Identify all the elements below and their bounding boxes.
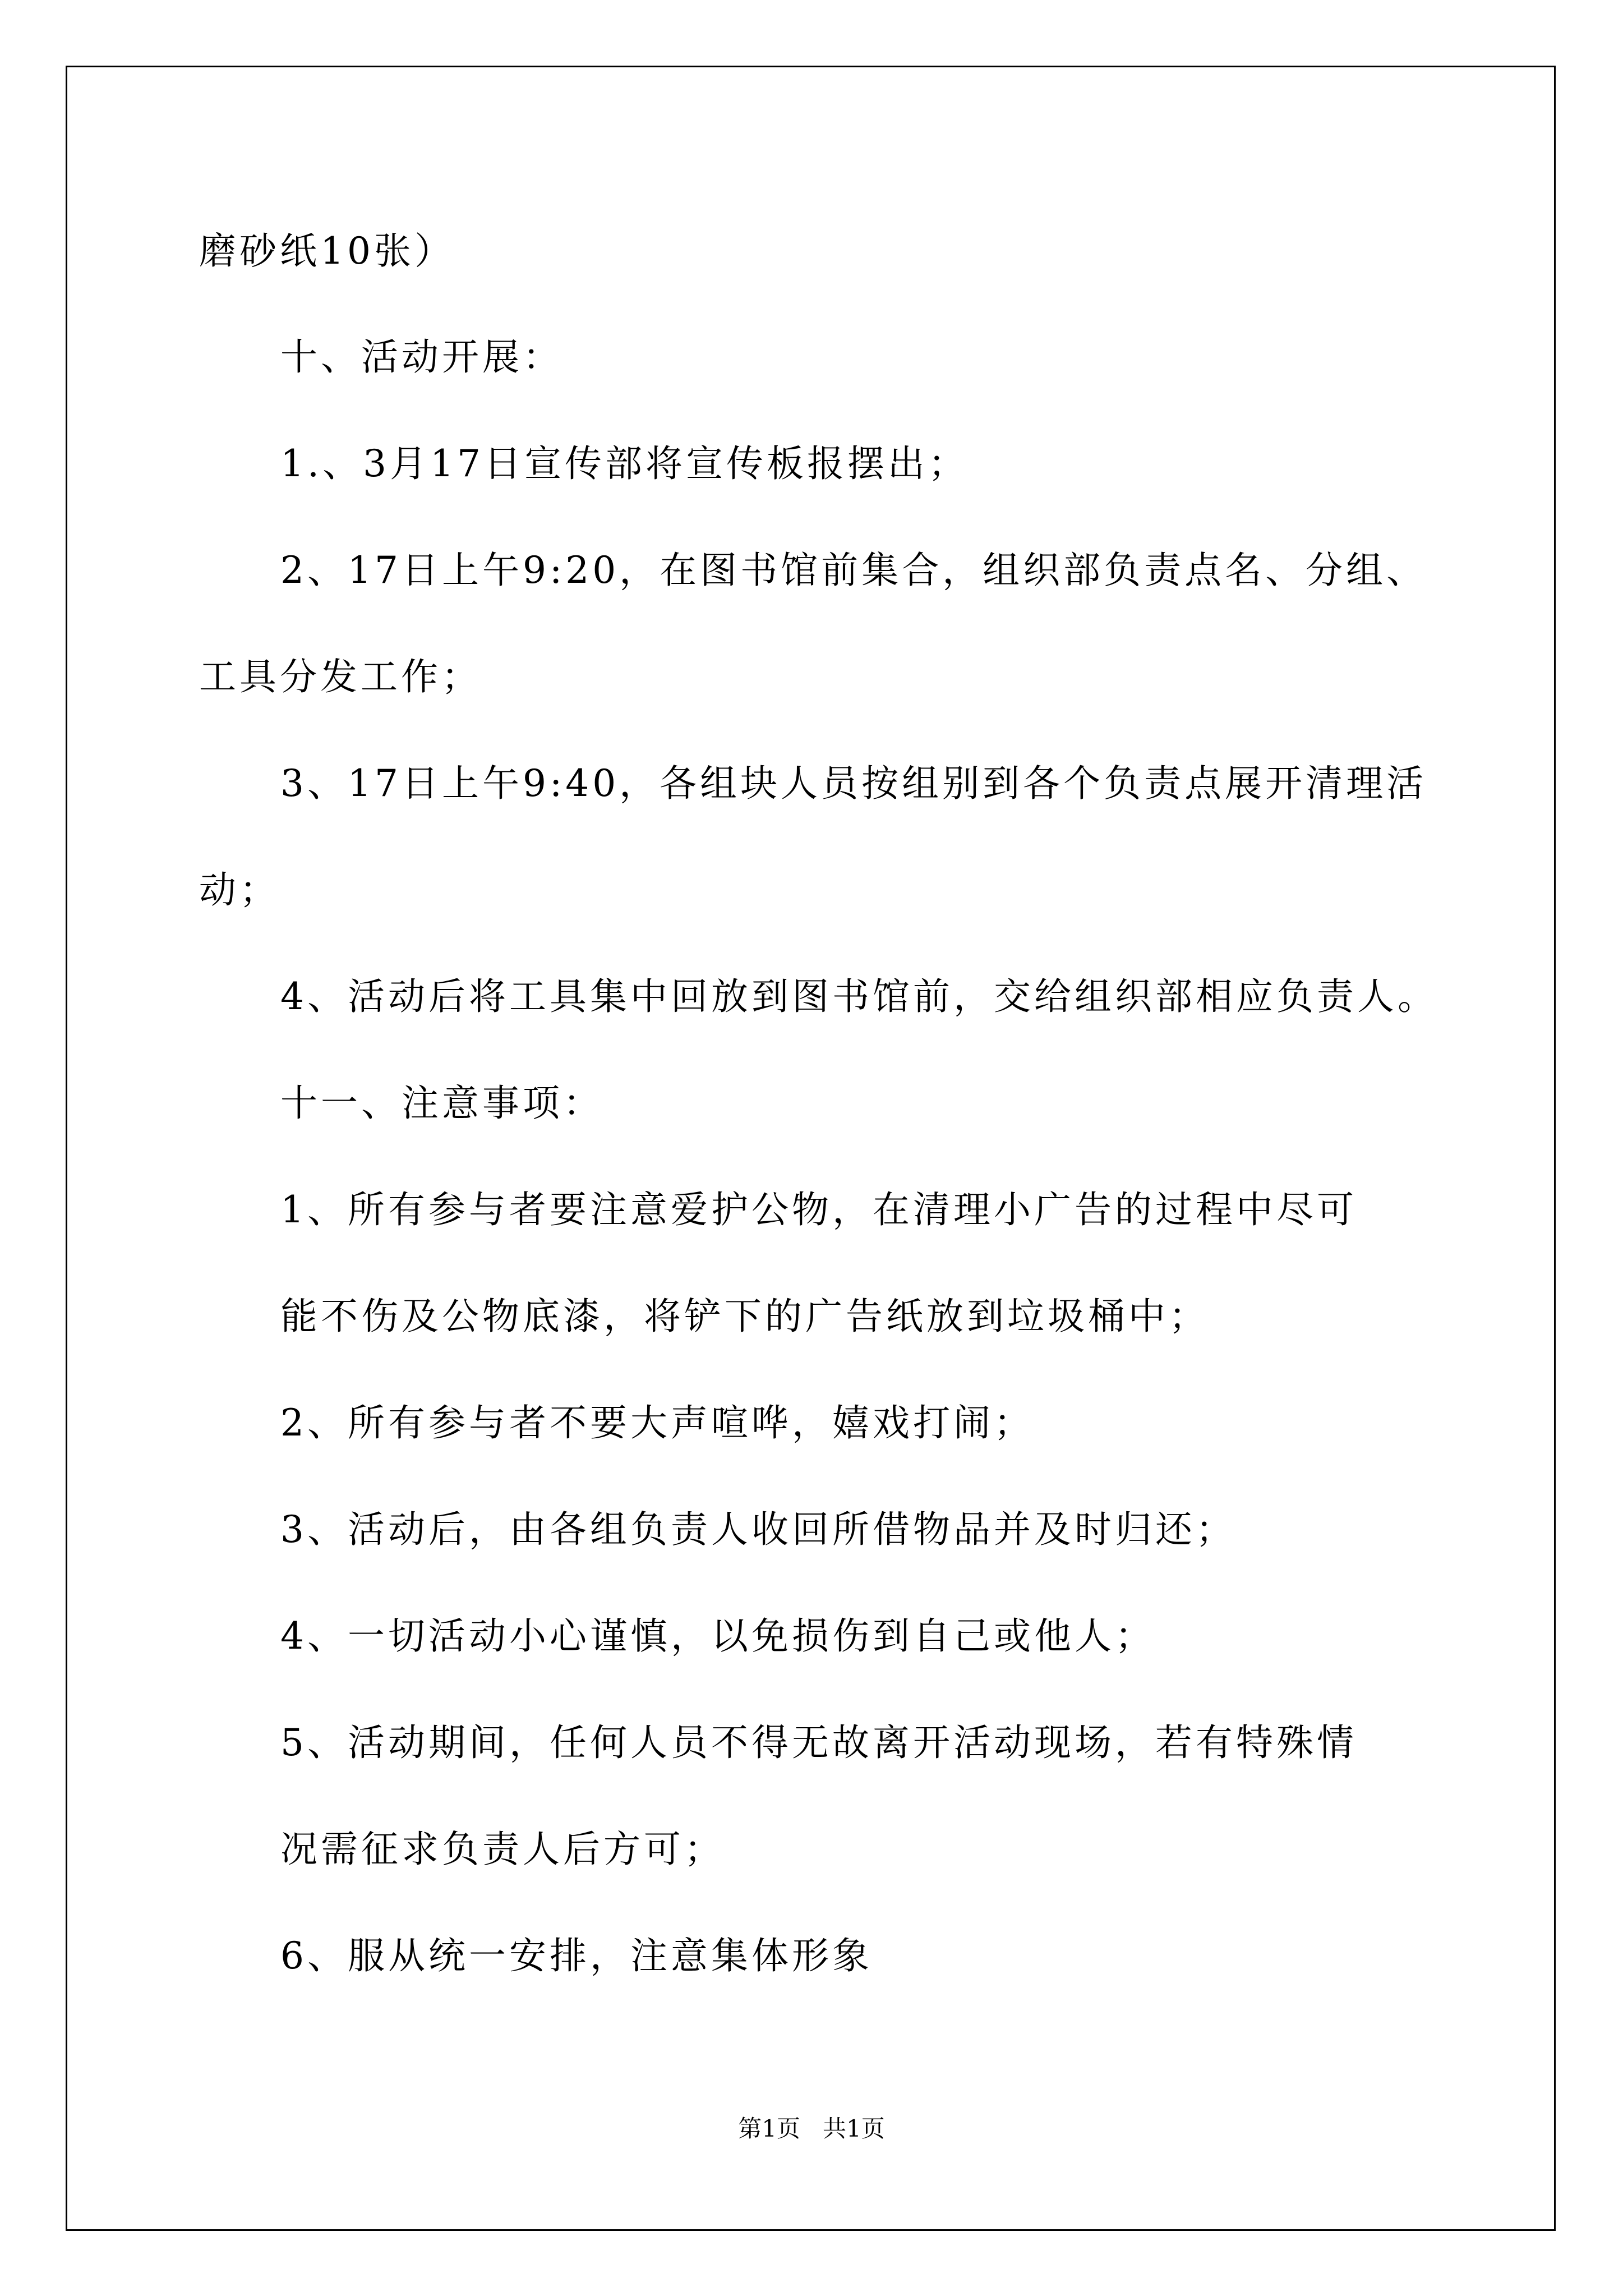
- text-line-5: 工具分发工作；: [199, 655, 482, 698]
- text-line-10: 1、所有参与者要注意爱护公物，在清理小广告的过程中尽可: [280, 1188, 1357, 1231]
- text-line-14: 4、一切活动小心谨慎，以免损伤到自己或他人；: [280, 1614, 1155, 1658]
- text-line-17: 6、服从统一安排，注意集体形象: [280, 1934, 873, 1977]
- text-line-12: 2、所有参与者不要大声喧哗，嬉戏打闹；: [280, 1401, 1034, 1444]
- text-line-11: 能不伤及公物底漆，将铲下的广告纸放到垃圾桶中；: [280, 1295, 1209, 1338]
- text-line-15: 5、活动期间，任何人员不得无故离开活动现场，若有特殊情: [280, 1721, 1357, 1764]
- text-line-13: 3、活动后，由各组负责人收回所借物品并及时归还；: [280, 1508, 1236, 1551]
- text-line-7: 动；: [199, 868, 280, 912]
- text-line-8: 4、活动后将工具集中回放到图书馆前，交给组织部相应负责人。: [280, 975, 1438, 1018]
- text-line-1: 磨砂纸10张）: [199, 229, 455, 273]
- text-line-16: 况需征求负责人后方可；: [280, 1828, 725, 1871]
- text-line-3: 1.、3月17日宣传部将宣传板报摆出；: [280, 442, 969, 485]
- page-border: [66, 66, 1556, 2231]
- text-line-6: 3、17日上午9:40，各组块人员按组别到各个负责点展开清理活: [280, 762, 1427, 805]
- text-line-4: 2、17日上午9:20，在图书馆前集合，组织部负责点名、分组、: [280, 549, 1427, 592]
- page-footer: 第1页 共1页: [738, 2115, 885, 2142]
- section-heading-10: 十、活动开展：: [280, 335, 563, 379]
- section-heading-11: 十一、注意事项：: [280, 1082, 603, 1125]
